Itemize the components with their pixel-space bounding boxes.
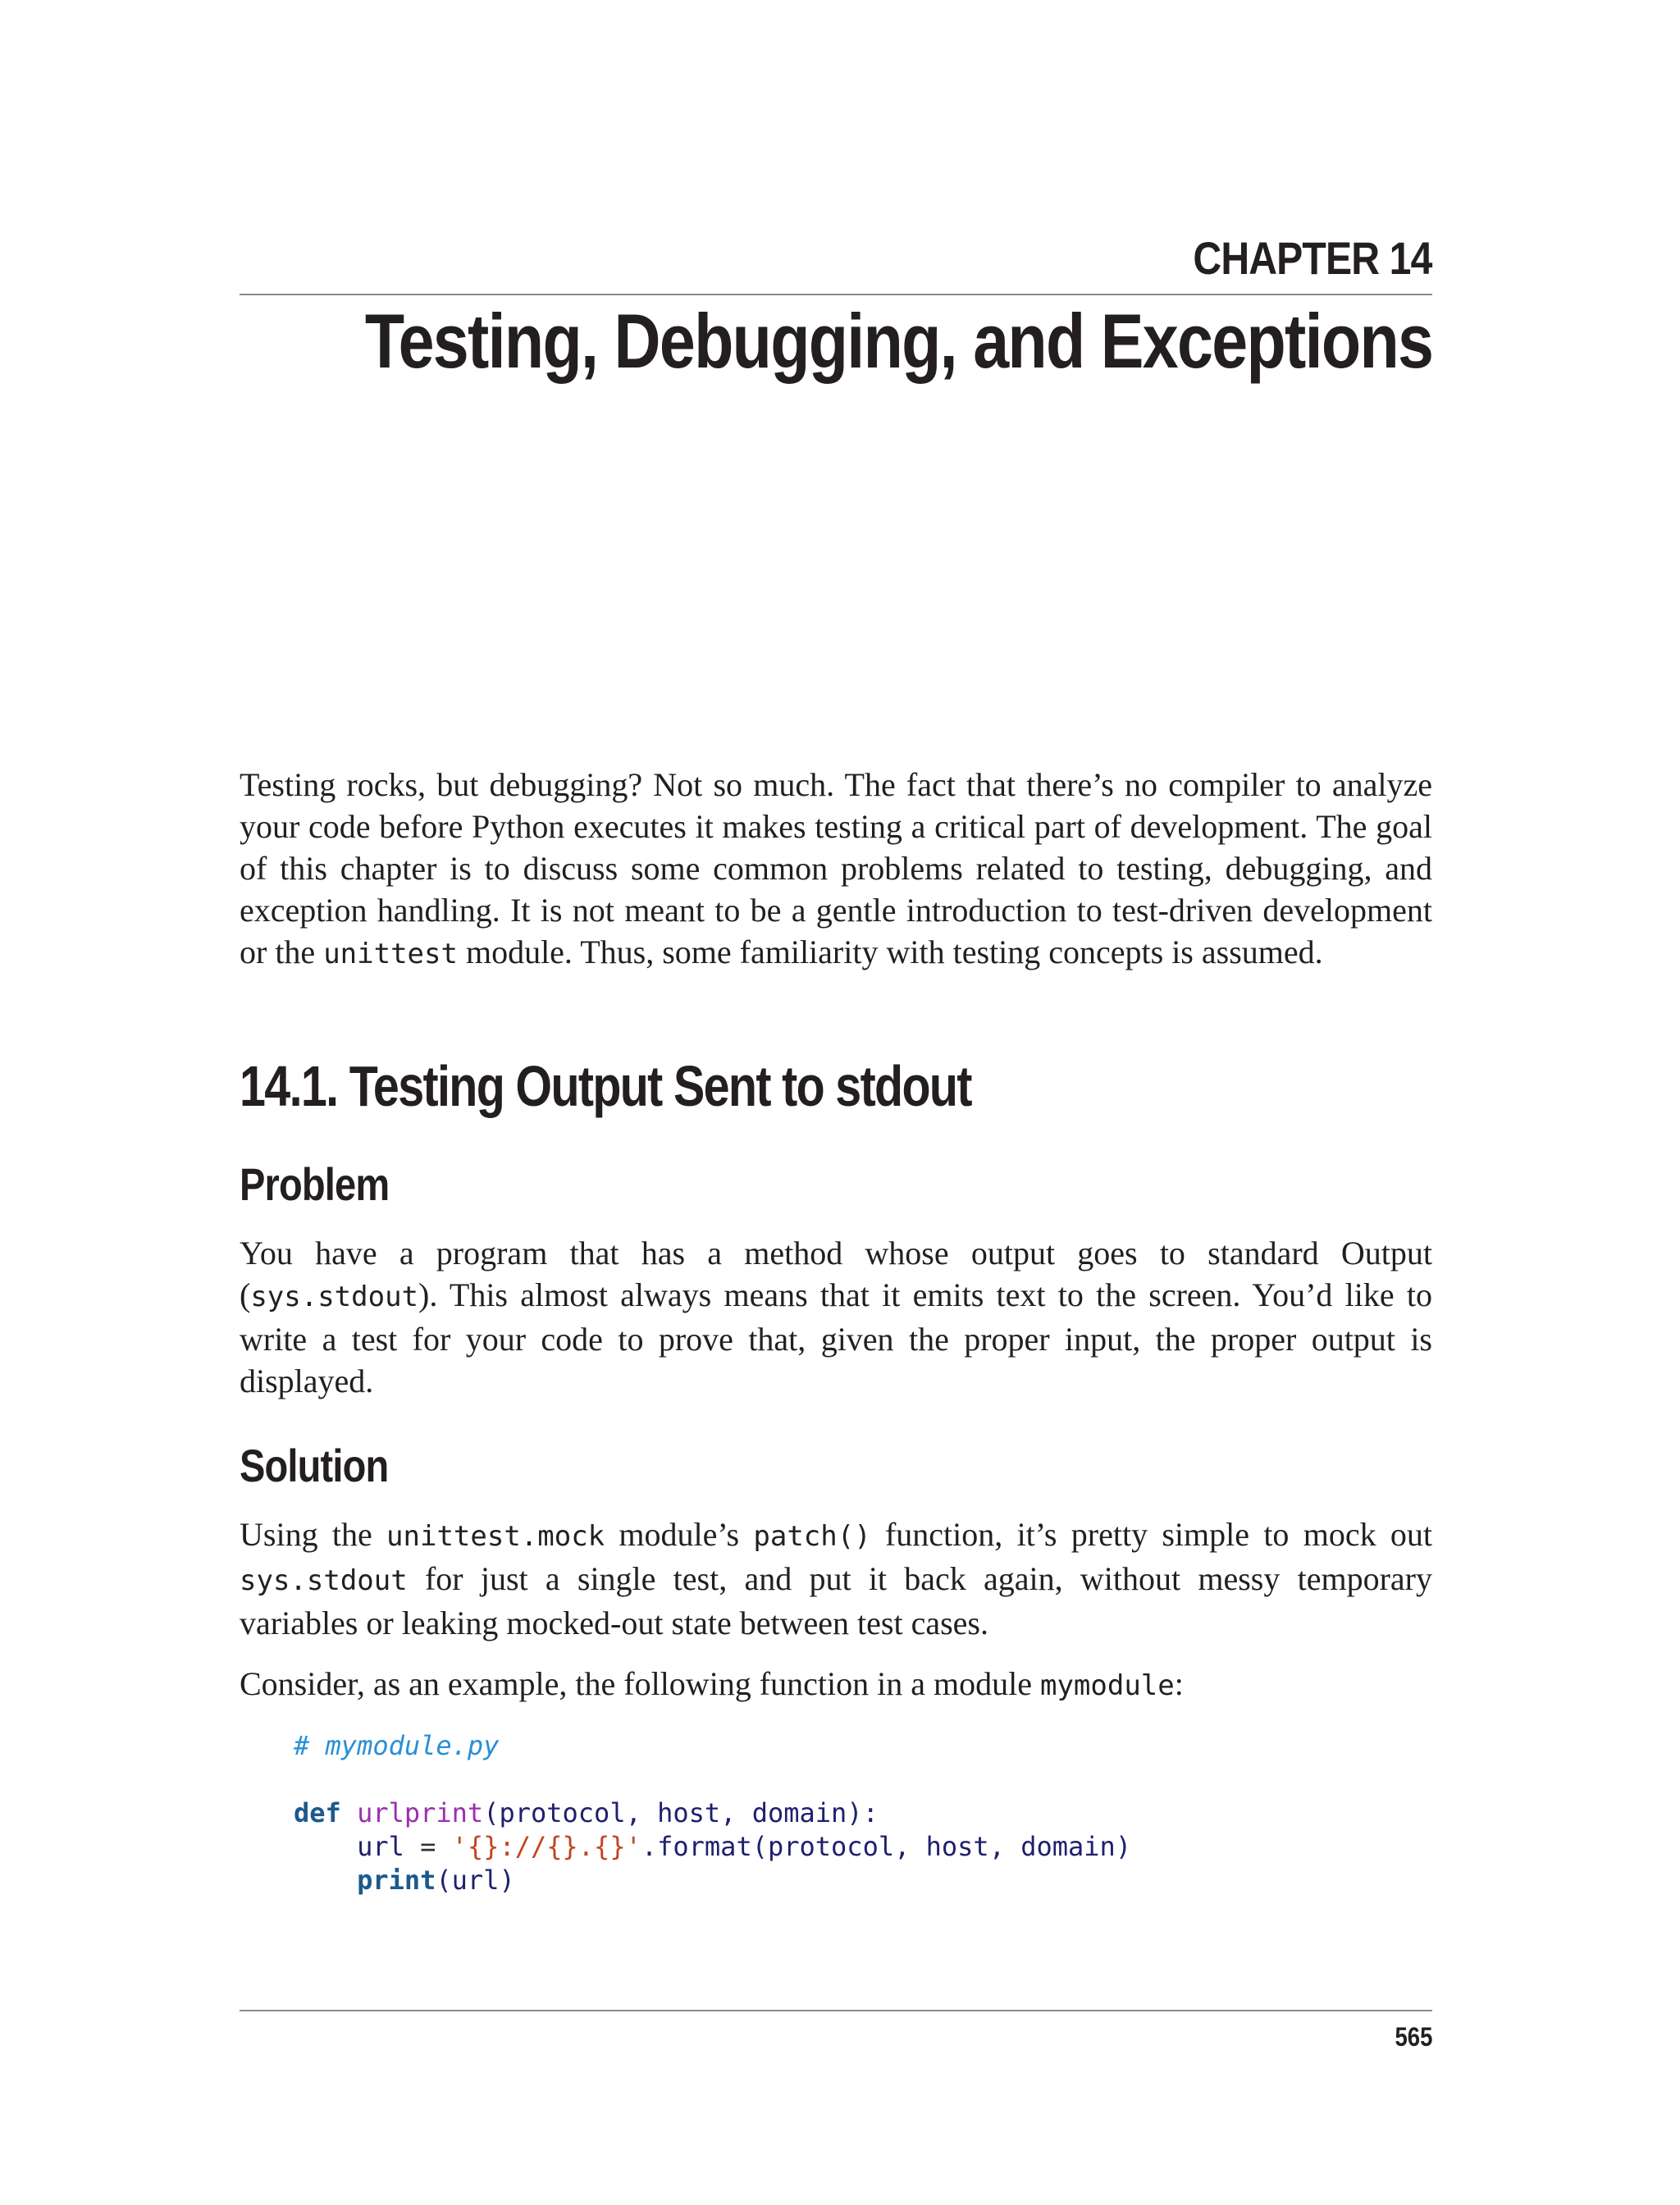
section-heading: 14.1. Testing Output Sent to stdout (240, 1054, 971, 1118)
chapter-label: CHAPTER 14 (1193, 232, 1432, 284)
solution-text-3: function, it’s pretty simple to mock out (870, 1516, 1432, 1553)
solution-text-1: Using the (240, 1516, 387, 1553)
code-comment: # mymodule.py (294, 1730, 500, 1761)
solution-text-4: for just a single test, and put it back again, without messy temporary variables or leaking mocked-out state between test cases. (240, 1560, 1432, 1641)
code-assign: = (404, 1831, 452, 1862)
code-string: '{}://{}.{}' (451, 1831, 641, 1862)
solution-heading: Solution (240, 1440, 389, 1491)
problem-text-2: ). This almost always means that it emits text to the screen. You’d like to write a test for your code to prove that, given the proper input, the proper output is displayed. (240, 1276, 1432, 1399)
page-number: 565 (1395, 2022, 1432, 2052)
solution-text-2: module’s (605, 1516, 754, 1553)
inline-code-unittest-mock: unittest.mock (386, 1520, 605, 1553)
footer-rule (240, 2010, 1432, 2011)
problem-heading: Problem (240, 1158, 390, 1210)
code-line-print (294, 1864, 1131, 1897)
code-params: (protocol, host, domain): (483, 1797, 879, 1828)
code-line-blank (294, 1763, 1131, 1796)
intro-paragraph (240, 764, 1432, 975)
inline-code-mymodule: mymodule (1039, 1669, 1175, 1702)
code-listing (294, 1729, 1131, 1897)
code-line-url (294, 1830, 1131, 1864)
problem-text-1: You have a program that has a method whose output goes to standard Output ( (240, 1235, 1432, 1313)
inline-code-sys-stdout-2: sys.stdout (240, 1564, 408, 1597)
code-line-def (294, 1796, 1131, 1830)
inline-code-sys-stdout: sys.stdout (250, 1281, 419, 1313)
code-url-var: url (357, 1831, 404, 1862)
code-format-call: .format(protocol, host, domain) (641, 1831, 1132, 1862)
code-indent-2 (294, 1865, 357, 1896)
inline-code-unittest: unittest (323, 938, 458, 970)
intro-text-1: Testing rocks, but debugging? Not so much. The fact that there’s no compiler to analyze your code before Python executes it makes testing a critical part of development. The goal of this chapter is to discuss some common problems related to testing, debugging, and exception handling. It is not meant to be a gentle introduction to test-driven development or the (240, 766, 1432, 970)
code-indent-1 (294, 1831, 357, 1862)
inline-code-patch: patch() (753, 1520, 871, 1553)
code-def-keyword: def (294, 1797, 341, 1828)
chapter-title: Testing, Debugging, and Exceptions (364, 298, 1432, 384)
consider-text-1: Consider, as an example, the following function in a module (240, 1665, 1040, 1702)
consider-text-2: : (1174, 1665, 1184, 1702)
code-line-comment (294, 1729, 1131, 1763)
code-print-args: (url) (436, 1865, 515, 1896)
intro-text-2: module. Thus, some familiarity with testing concepts is assumed. (457, 934, 1323, 970)
code-print-keyword: print (357, 1865, 436, 1896)
consider-paragraph (240, 1663, 1432, 1707)
code-function-name: urlprint (357, 1797, 484, 1828)
solution-paragraph (240, 1513, 1432, 1644)
chapter-rule (240, 294, 1432, 295)
problem-paragraph (240, 1232, 1432, 1402)
